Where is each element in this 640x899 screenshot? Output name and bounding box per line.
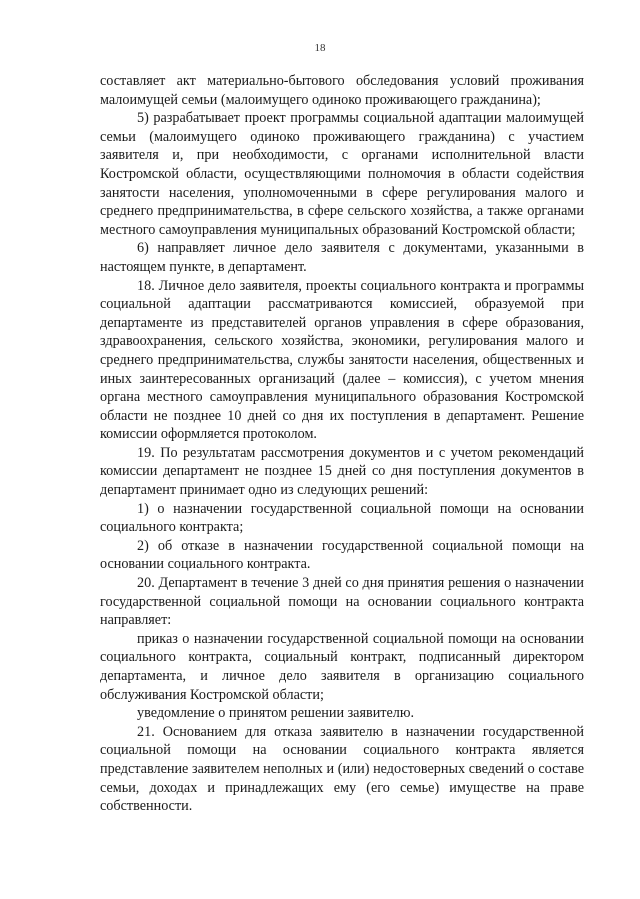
- paragraph-item-5: 5) разрабатывает проект программы социальной адаптации малоимущей семьи (малоимущего одиноко проживающего гражданина) с участием заявителя и, при необходимости, с органами исполнительной власти Костромской области, осуществляющими полномочия в области содействия занятости населения, уполномоченными в сфере регулирования малого и среднего предпринимательства, в сфере сельского хозяйства, а также органами местного самоуправления муниципальных образований Костромской области;: [100, 110, 584, 238]
- paragraph-clause-21: 21. Основанием для отказа заявителю в назначении государственной социальной помощи на основании социального контракта является представление заявителем неполных и (или) недостоверных сведений о составе семьи, доходах и принадлежащих ему (его семье) имуществе на праве собственности.: [100, 723, 584, 815]
- paragraph-continuation: составляет акт материально-бытового обследования условий проживания малоимущей семьи (малоимущего одиноко проживающего гражданина);: [100, 73, 584, 108]
- paragraph-clause-18: 18. Личное дело заявителя, проекты социального контракта и программы социальной адаптации рассматриваются комиссией, образуемой при департаменте из представителей органов управления в сфере образования, здравоохранения, сельского хозяйства, экономики, регулирования малого и среднего предпринимательства, службы занятости населения, общественных и иных заинтересованных организаций (далее – комиссия), с учетом мнения органа местного самоуправления муниципального образования Костромской области не позднее 10 дней со дня их поступления в департамент. Решение комиссии оформляется протоколом.: [100, 277, 584, 443]
- paragraph-decision-1: 1) о назначении государственной социальной помощи на основании социального контракта;: [100, 500, 584, 536]
- paragraph-clause-19: 19. По результатам рассмотрения документов и с учетом рекомендаций комиссии департамент не позднее 15 дней со дня поступления документов в департамент принимает одно из следующих решений:: [100, 444, 584, 499]
- paragraph-notification: уведомление о принятом решении заявителю.: [137, 705, 415, 722]
- paragraph-item-6: 6) направляет личное дело заявителя с документами, указанными в настоящем пункте, в департамент.: [100, 240, 584, 275]
- paragraph-clause-20: 20. Департамент в течение 3 дней со дня принятия решения о назначении государственной социальной помощи на основании социального контракта направляет:: [100, 575, 584, 629]
- paragraph-order: приказ о назначении государственной социальной помощи на основании социального контракта, социальный контракт, подписанный директором департамента, и личное дело заявителя в организацию социального обслуживания Костромской области;: [100, 630, 584, 703]
- document-body: [100, 72, 584, 816]
- page-number: 18: [314, 42, 326, 54]
- paragraph-decision-2: 2) об отказе в назначении государственной социальной помощи на основании социального контракта.: [100, 537, 584, 573]
